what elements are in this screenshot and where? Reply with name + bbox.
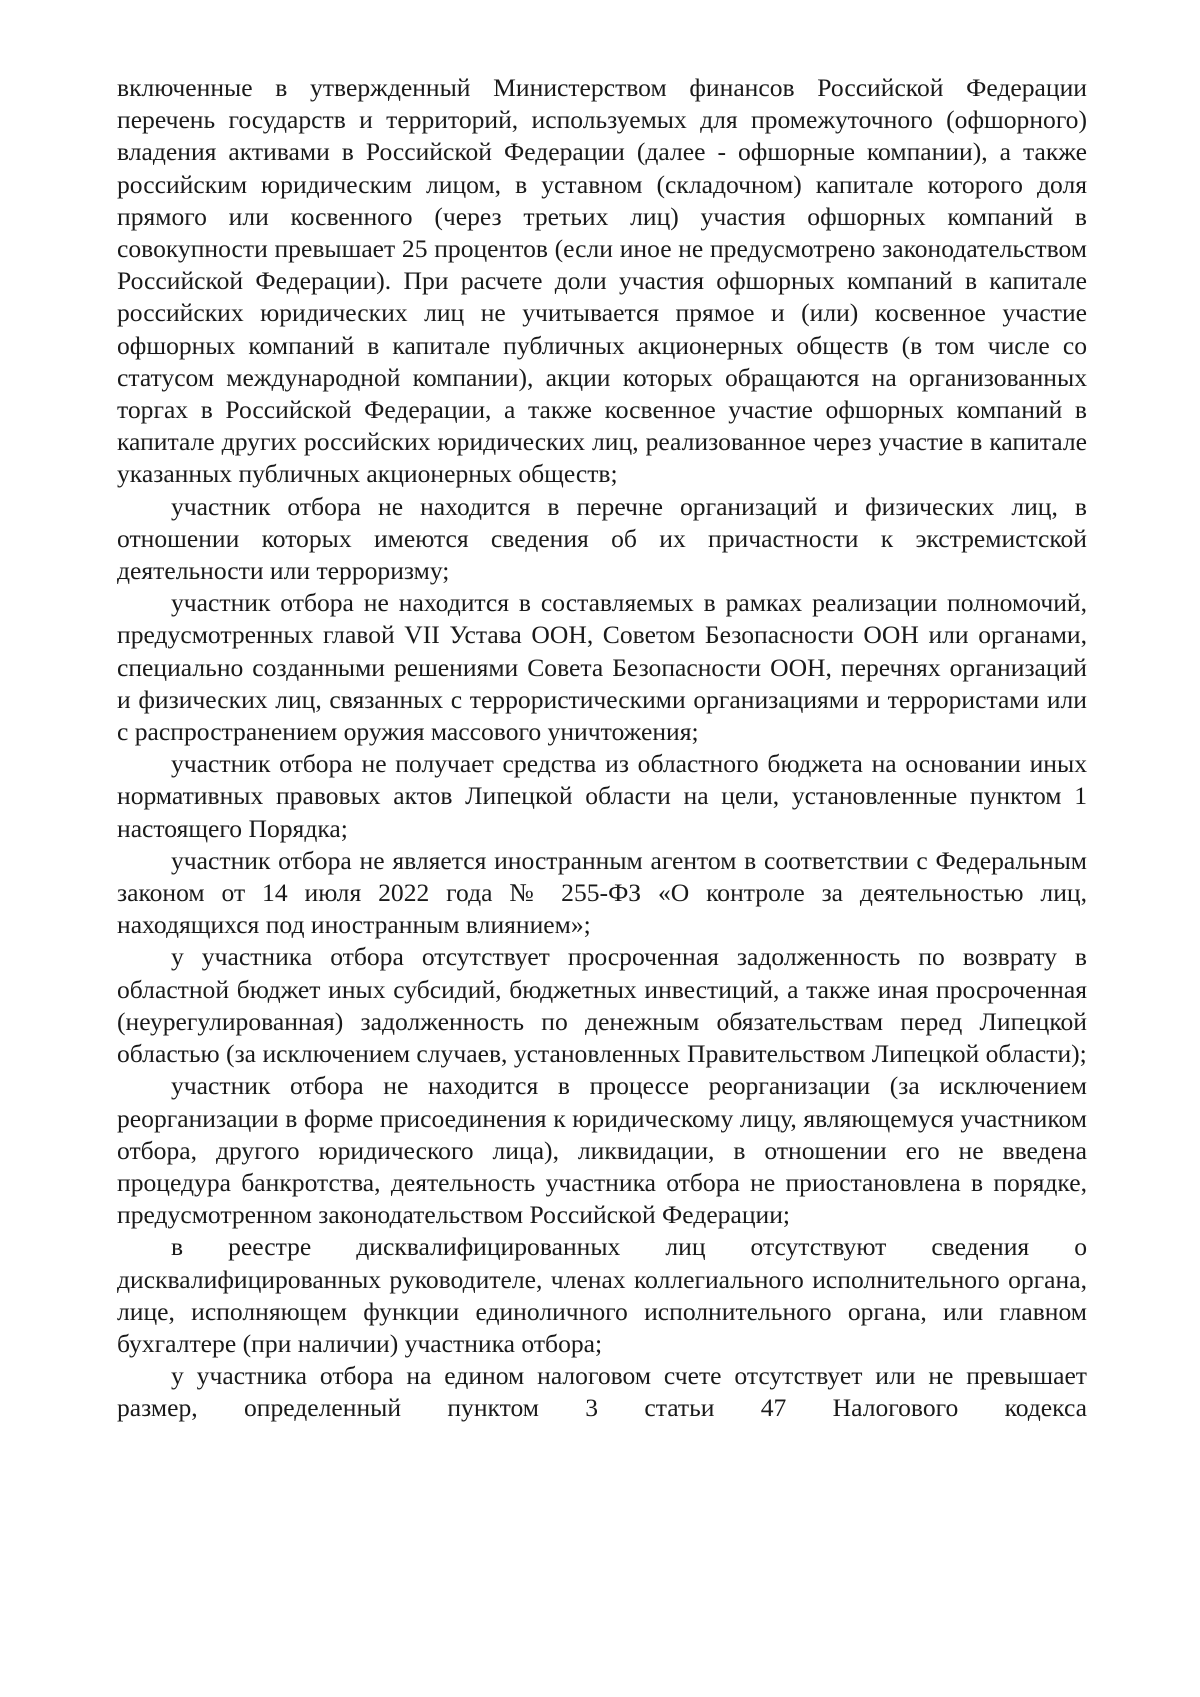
paragraph-extremism-list: участник отбора не находится в перечне организаций и физических лиц, в отношении которых имеются сведения об их причастности к экстремистской деятельности или терроризму; bbox=[117, 491, 1087, 586]
paragraph-overdue-debt: у участника отбора отсутствует просроченная задолженность по возврату в областной бюджет иных субсидий, бюджетных инвестиций, а также иная просроченная (неурегулированная) задолженность по денежным обязательствам перед Липецкой областью (за исключением случаев, установленных Правительством Липецкой области); bbox=[117, 942, 1087, 1069]
paragraph-tax-account: у участника отбора на едином налоговом счете отсутствует или не превышает размер, определенный пунктом 3 статьи 47 Налогового кодекса bbox=[117, 1361, 1087, 1423]
paragraph-foreign-agent: участник отбора не является иностранным агентом в соответствии с Федеральным законом от 14 июля 2022 года № 255-ФЗ «О контроле за деятельностью лиц, находящихся под иностранным влиянием»; bbox=[117, 845, 1087, 940]
paragraph-offshore-companies: включенные в утвержденный Министерством финансов Российской Федерации перечень государств и территорий, используемых для промежуточного (офшорного) владения активами в Российской Федерации (далее - офшорные компании), а также российским юридическим лицом, в уставном (складочном) капитале которого доля прямого или косвенного (через третьих лиц) участия офшорных компаний в совокупности превышает 25 процентов (если иное не предусмотрено законодательством Российской Федерации). При расчете доли участия офшорных компаний в капитале российских юридических лиц не учитывается прямое и (или) косвенное участие офшорных компаний в капитале публичных акционерных обществ (в том числе со статусом международной компании), акции которых обращаются на организованных торгах в Российской Федерации, а также косвенное участие офшорных компаний в капитале других российских юридических лиц, реализованное через участие в капитале указанных публичных акционерных обществ; bbox=[117, 73, 1087, 489]
paragraph-disqualified-persons: в реестре дисквалифицированных лиц отсутствуют сведения о дисквалифицированных руководителе, членах коллегиального исполнительного органа, лице, исполняющем функции единоличного исполнительного органа, или главном бухгалтере (при наличии) участника отбора; bbox=[117, 1232, 1087, 1358]
paragraph-reorganization-liquidation: участник отбора не находится в процессе реорганизации (за исключением реорганизации в форме присоединения к юридическому лицу, являющемуся участником отбора, другого юридического лица), ликвидации, в отношении его не введена процедура банкротства, деятельность участника отбора не приостановлена в порядке, предусмотренном законодательством Российской Федерации; bbox=[117, 1071, 1087, 1230]
document-body bbox=[117, 72, 1087, 1425]
paragraph-un-security-council-lists: участник отбора не находится в составляемых в рамках реализации полномочий, предусмотренных главой VII Устава ООН, Советом Безопасности ООН или органами, специально созданными решениями Совета Безопасности ООН, перечнях организаций и физических лиц, связанных с террористическими организациями и террористами или с распространением оружия массового уничтожения; bbox=[117, 588, 1087, 747]
paragraph-no-regional-budget-funds: участник отбора не получает средства из областного бюджета на основании иных нормативных правовых актов Липецкой области на цели, установленные пунктом 1 настоящего Порядка; bbox=[117, 749, 1087, 843]
